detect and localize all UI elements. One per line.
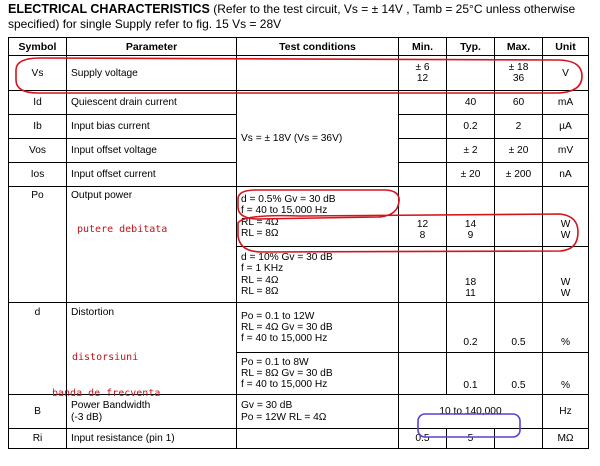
col-unit: Unit <box>543 38 589 56</box>
typ-id: 40 <box>447 91 495 115</box>
red-ellipse-supply <box>16 58 582 93</box>
unit-ri: MΩ <box>543 429 589 449</box>
col-symbol: Symbol <box>9 38 67 56</box>
unit-vs: V <box>543 56 589 91</box>
unit-d-1: % <box>543 303 589 353</box>
heading-title: ELECTRICAL CHARACTERISTICS <box>8 2 210 16</box>
purple-box-bandwidth <box>418 414 520 437</box>
bandwidth-value: 10 to 140,000 <box>399 395 543 429</box>
param-ib: Input bias current <box>67 115 237 139</box>
typ-d-2: 0.1 <box>447 353 495 395</box>
unit-vos: mV <box>543 139 589 163</box>
param-id: Quiescent drain current <box>67 91 237 115</box>
param-vos: Input offset voltage <box>67 139 237 163</box>
min-ri: 0.5 <box>399 429 447 449</box>
unit-d-2: % <box>543 353 589 395</box>
symbol-vos: Vos <box>9 139 67 163</box>
col-conditions: Test conditions <box>237 38 399 56</box>
unit-id: mA <box>543 91 589 115</box>
typ-ib: 0.2 <box>447 115 495 139</box>
param-b: Power Bandwidth (-3 dB) <box>67 395 237 429</box>
max-ios: ± 200 <box>495 163 543 187</box>
col-max: Max. <box>495 38 543 56</box>
symbol-vs: Vs <box>9 56 67 91</box>
param-ri: Input resistance (pin 1) <box>67 429 237 449</box>
conditions-d-2: Po = 0.1 to 8W RL = 8Ω Gv = 30 dB f = 40 to 15,000 Hz <box>237 353 399 395</box>
annotation-distorsiuni: distorsiuni <box>72 352 139 363</box>
symbol-id: Id <box>9 91 67 115</box>
param-ios: Input offset current <box>67 163 237 187</box>
annotation-banda: banda de frecventa <box>52 388 161 399</box>
symbol-ri: Ri <box>9 429 67 449</box>
param-po: Output power <box>67 187 237 303</box>
typ-po-2: 18 11 <box>447 247 495 303</box>
unit-po-2: W W <box>543 247 589 303</box>
min-vs: ± 6 12 <box>399 56 447 91</box>
red-ellipse-output <box>238 214 578 252</box>
unit-ib: µA <box>543 115 589 139</box>
heading-line2: specified) for single Supply refer to fig. 15 Vs = 28V <box>8 17 282 31</box>
heading-line1: (Refer to the test circuit, Vs = ± 14V , Tamb = 25°C unless otherwise <box>213 2 576 16</box>
param-vs: Supply voltage <box>67 56 237 91</box>
col-typ: Typ. <box>447 38 495 56</box>
col-min: Min. <box>399 38 447 56</box>
conditions-po-2: d = 10% Gv = 30 dB f = 1 KHz RL = 4Ω RL = 8Ω <box>237 247 399 303</box>
symbol-po: Po <box>9 187 67 303</box>
symbol-b: B <box>9 395 67 429</box>
max-ib: 2 <box>495 115 543 139</box>
conditions-d-1: Po = 0.1 to 12W RL = 4Ω Gv = 30 dB f = 40 to 15,000 Hz <box>237 303 399 353</box>
typ-ios: ± 20 <box>447 163 495 187</box>
typ-ri: 5 <box>447 429 495 449</box>
unit-po: W W <box>543 187 589 247</box>
col-parameter: Parameter <box>67 38 237 56</box>
max-vos: ± 20 <box>495 139 543 163</box>
max-d-1: 0.5 <box>495 303 543 353</box>
unit-b: Hz <box>543 395 589 429</box>
symbol-d: d <box>9 303 67 395</box>
typ-vos: ± 2 <box>447 139 495 163</box>
conditions-po-1: d = 0.5% Gv = 30 dB f = 40 to 15,000 Hz RL = 4Ω RL = 8Ω <box>237 187 399 247</box>
max-id: 60 <box>495 91 543 115</box>
symbol-ib: Ib <box>9 115 67 139</box>
unit-ios: nA <box>543 163 589 187</box>
min-po: 12 8 <box>399 187 447 247</box>
conditions-b: Gv = 30 dB Po = 12W RL = 4Ω <box>237 395 399 429</box>
typ-d-1: 0.2 <box>447 303 495 353</box>
param-d: Distortion <box>67 303 237 395</box>
symbol-ios: Ios <box>9 163 67 187</box>
typ-po: 14 9 <box>447 187 495 247</box>
annotation-putere: putere debitata <box>77 224 168 235</box>
max-vs: ± 18 36 <box>495 56 543 91</box>
shared-condition: Vs = ± 18V (Vs = 36V) <box>237 91 399 187</box>
max-d-2: 0.5 <box>495 353 543 395</box>
